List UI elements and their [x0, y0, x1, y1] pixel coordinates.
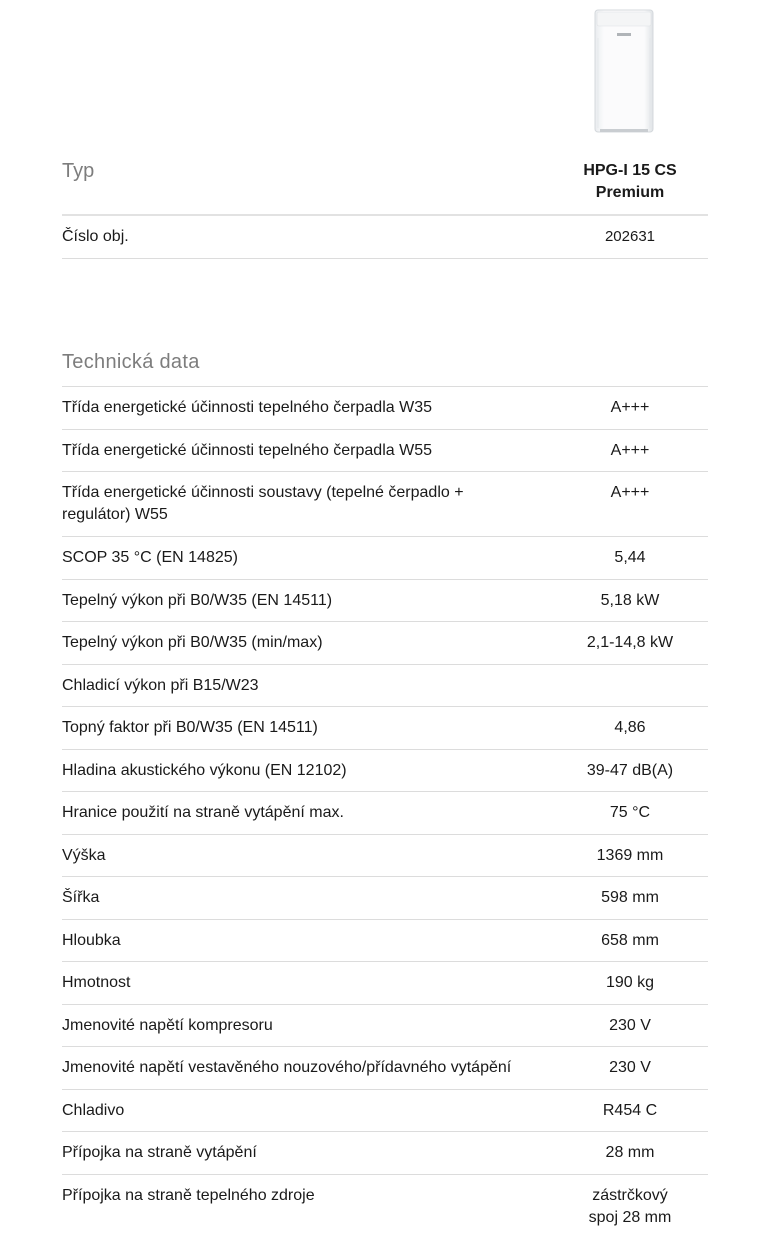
- technical-data-section: [62, 351, 708, 1241]
- spec-label: Tepelný výkon při B0/W35 (min/max): [62, 634, 323, 651]
- spec-label: Hladina akustického výkonu (EN 12102): [62, 762, 347, 779]
- table-row: [62, 665, 708, 707]
- spec-value: 230 V: [609, 1017, 651, 1034]
- table-row: [62, 707, 708, 750]
- product-header: [62, 160, 708, 259]
- spec-value: A+++: [610, 442, 650, 459]
- table-row: [62, 962, 708, 1005]
- spec-value: 190 kg: [605, 974, 655, 991]
- spec-value: 1369 mm: [596, 847, 664, 864]
- spec-label: Topný faktor při B0/W35 (EN 14511): [62, 719, 318, 736]
- spec-label: Třída energetické účinnosti tepelného čerpadla W35: [62, 399, 432, 416]
- table-row: [62, 750, 708, 792]
- spec-value: R454 C: [602, 1102, 658, 1119]
- spec-label: Jmenovité napětí kompresoru: [62, 1017, 273, 1034]
- table-row: [62, 580, 708, 622]
- spec-value: 5,18 kW: [600, 592, 660, 609]
- spec-value: 658 mm: [601, 932, 659, 949]
- table-row: [62, 1090, 708, 1132]
- spec-label: Třída energetické účinnosti soustavy (tepelné čerpadlo + regulátor) W55: [62, 484, 464, 523]
- table-row: [62, 537, 708, 580]
- table-row: [62, 1005, 708, 1047]
- spec-value: 2,1-14,8 kW: [586, 634, 674, 651]
- spec-label: Jmenovité napětí vestavěného nouzového/přídavného vytápění: [62, 1059, 512, 1076]
- type-label: Typ: [62, 160, 95, 182]
- table-row: [62, 430, 708, 472]
- table-row: [62, 472, 708, 537]
- spec-value: 230 V: [609, 1059, 651, 1076]
- spec-label: Chladicí výkon při B15/W23: [62, 677, 259, 694]
- table-row: [62, 877, 708, 920]
- table-row: [62, 387, 708, 430]
- type-value: HPG-I 15 CS Premium: [583, 162, 677, 201]
- spec-label: Tepelný výkon při B0/W35 (EN 14511): [62, 592, 333, 609]
- spec-value: [532, 665, 708, 706]
- table-row: [62, 1175, 708, 1241]
- spec-label: Hloubka: [62, 932, 121, 949]
- spec-label: SCOP 35 °C (EN 14825): [62, 549, 238, 566]
- order-value: 202631: [604, 228, 656, 245]
- type-row: [62, 160, 708, 216]
- spec-value: 4,86: [614, 719, 646, 736]
- table-row: [62, 920, 708, 962]
- heat-pump-unit-image: [594, 8, 654, 134]
- technical-data-table: [62, 387, 708, 1241]
- order-row: [62, 216, 708, 259]
- spec-label: Výška: [62, 847, 106, 864]
- spec-value: A+++: [610, 399, 650, 416]
- spec-label: Chladivo: [62, 1102, 125, 1119]
- spec-value: 75 °C: [609, 804, 651, 821]
- table-row: [62, 1047, 708, 1090]
- spec-value: 598 mm: [601, 889, 659, 906]
- spec-label: Přípojka na straně tepelného zdroje: [62, 1187, 315, 1204]
- order-label: Číslo obj.: [62, 228, 129, 245]
- spec-label: Přípojka na straně vytápění: [62, 1144, 257, 1161]
- spec-value: A+++: [610, 484, 650, 501]
- spec-label: Hmotnost: [62, 974, 131, 991]
- spec-value: zástrčkový spoj 28 mm: [588, 1187, 672, 1226]
- spec-label: Hranice použití na straně vytápění max.: [62, 804, 344, 821]
- table-row: [62, 835, 708, 877]
- spec-label: Třída energetické účinnosti tepelného čerpadla W55: [62, 442, 432, 459]
- spec-value: 28 mm: [605, 1144, 655, 1161]
- table-row: [62, 622, 708, 665]
- table-row: [62, 792, 708, 835]
- spec-value: 39-47 dB(A): [586, 762, 674, 779]
- spec-value: 5,44: [614, 549, 646, 566]
- section-title: Technická data: [62, 351, 708, 387]
- spec-label: Šířka: [62, 889, 100, 906]
- table-row: [62, 1132, 708, 1175]
